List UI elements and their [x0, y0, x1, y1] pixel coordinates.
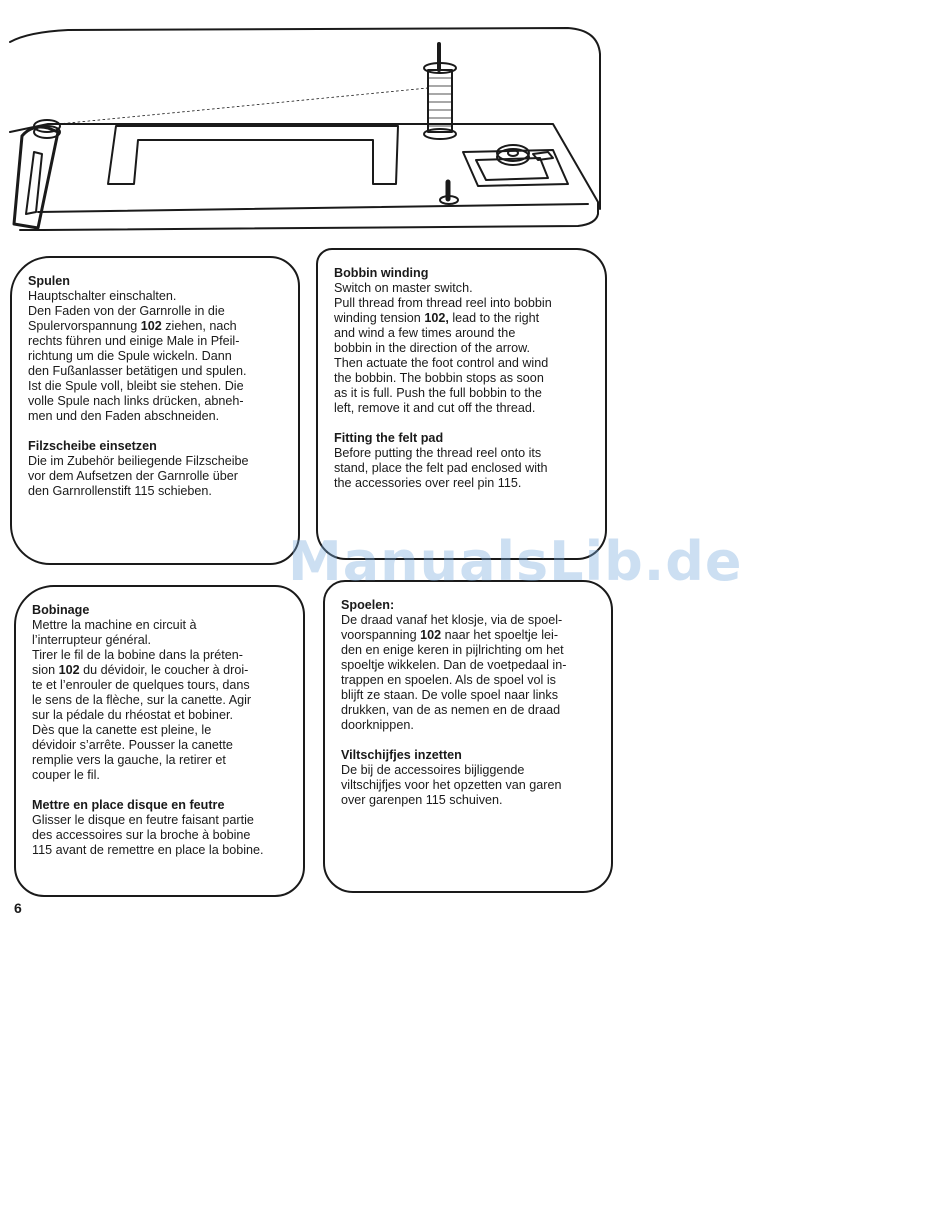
- heading-filzscheibe: Filzscheibe einsetzen: [28, 439, 157, 453]
- heading-felt-pad: Fitting the felt pad: [334, 431, 444, 445]
- heading-spoelen: Spoelen:: [341, 598, 395, 612]
- section-german: [10, 256, 300, 565]
- body-filzscheibe: Die im Zubehör beiliegende Filzscheibe vor dem Aufsetzen der Garnrolle über den Garnrollenstift 115 schieben.: [28, 454, 249, 498]
- page-number: 6: [14, 900, 22, 916]
- section-dutch: [323, 580, 613, 893]
- body-spoelen: De draad vanaf het klosje, via de spoel- voorspanning 102 naar het spoeltje lei- den en enige keren in pijlrichting om het spoeltje wikkelen. Dan de voetpedaal in- trappen en spoelen. Als de spoel vol is blijft ze staan. De volle spoel naar links drukken, van de as nemen en de draad doorknippen.: [341, 613, 567, 732]
- section-french: [14, 585, 305, 897]
- heading-bobbin-winding: Bobbin winding: [334, 266, 429, 280]
- body-spulen: Hauptschalter einschalten. Den Faden von der Garnrolle in die Spulervorspannung 102 ziehen, nach rechts führen und einige Male in Pfeil- richtung um die Spule wickeln. Dann den Fußanlasser betätigen und spulen. Ist die Spule voll, bleibt sie stehen. Die volle Spule nach links drücken, abneh- men und den Faden abschneiden.: [28, 289, 247, 423]
- heading-spulen: Spulen: [28, 274, 70, 288]
- heading-bobinage: Bobinage: [32, 603, 90, 617]
- body-felt-pad: Before putting the thread reel onto its stand, place the felt pad enclosed with the accessories over reel pin 115.: [334, 446, 548, 490]
- watermark: ManualsLib.de: [288, 530, 743, 593]
- heading-viltschijfjes: Viltschijfjes inzetten: [341, 748, 462, 762]
- body-viltschijfjes: De bij de accessoires bijliggende viltschijfjes voor het opzetten van garen over garenpen 115 schuiven.: [341, 763, 562, 807]
- body-bobbin-winding: Switch on master switch. Pull thread from thread reel into bobbin winding tension 102, lead to the right and wind a few times around the bobbin in the direction of the arrow. Then actuate the foot control and wind the bobbin. The bobbin stops as soon as it is full. Push the full bobbin to the left, remove it and cut off the thread.: [334, 281, 552, 415]
- body-disque-feutre: Glisser le disque en feutre faisant partie des accessoires sur la broche à bobine 115 avant de remettre en place la bobine.: [32, 813, 264, 857]
- sewing-machine-illustration: [8, 24, 608, 240]
- body-bobinage: Mettre la machine en circuit à l’interrupteur général. Tirer le fil de la bobine dans la préten- sion 102 du dévidoir, le coucher à droi- te et l’enrouler de quelques tours, dans le sens de la flèche, sur la canette. Agir sur la pédale du rhéostat et bobiner. Dès que la canette est pleine, le dévidoir s’arrête. Pousser la canette remplie vers la gauche, la retirer et couper le fil.: [32, 618, 252, 782]
- section-english: [316, 248, 607, 560]
- heading-disque-feutre: Mettre en place disque en feutre: [32, 798, 225, 812]
